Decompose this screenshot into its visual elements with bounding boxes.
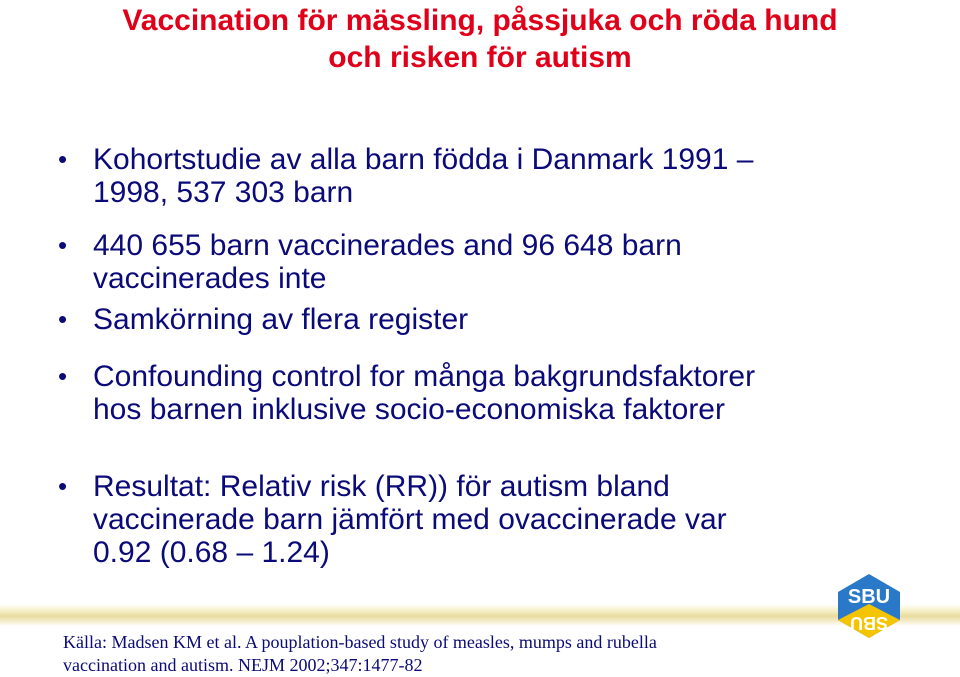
bullet-line: 1998, 537 303 barn [93,176,354,209]
bullet-line: Confounding control for många bakgrundsfaktorer [93,360,756,393]
bullet-dot: • [58,304,68,334]
bullet-text [93,229,858,295]
bullet-text [93,303,858,336]
source-line-1: Källa: Madsen KM et al. A pouplation-based study of measles, mumps and rubella [63,632,657,652]
bullet-line: vaccinerade barn jämfört med ovaccinerade var [93,503,727,536]
slide-title-line-1: Vaccination för mässling, påssjuka och röda hund [122,4,838,37]
bullet-dot: • [58,471,68,501]
bullet-line: 0.92 (0.68 – 1.24) [93,536,330,569]
bullet-line: Kohortstudie av alla barn födda i Danmark 1991 – [93,143,754,176]
bullet-dot: • [58,361,68,391]
bullet-line: vaccinerades inte [93,262,327,295]
bullet-text [93,360,858,426]
sbu-logo-text-top: SBU [847,586,891,608]
slide-title [0,2,960,76]
sbu-logo [838,574,900,638]
source-citation [63,631,763,677]
source-line-2: vaccination and autism. NEJM 2002;347:1477-82 [63,655,423,675]
sbu-logo-text-bottom: SBU [849,613,889,633]
bullet-line: Resultat: Relativ risk (RR)) för autism bland [93,470,670,503]
bullet-line: 440 655 barn vaccinerades and 96 648 barn [93,229,682,262]
bullet-dot: • [58,144,68,174]
bullet-dot: • [58,230,68,260]
slide-title-line-2: och risken för autism [328,41,632,74]
bullet-line: hos barnen inklusive socio-economiska faktorer [93,393,725,426]
bullet-text [93,143,858,209]
bullet-text [93,470,858,569]
footer-band [0,604,960,626]
bullet-line: Samkörning av flera register [93,303,469,336]
